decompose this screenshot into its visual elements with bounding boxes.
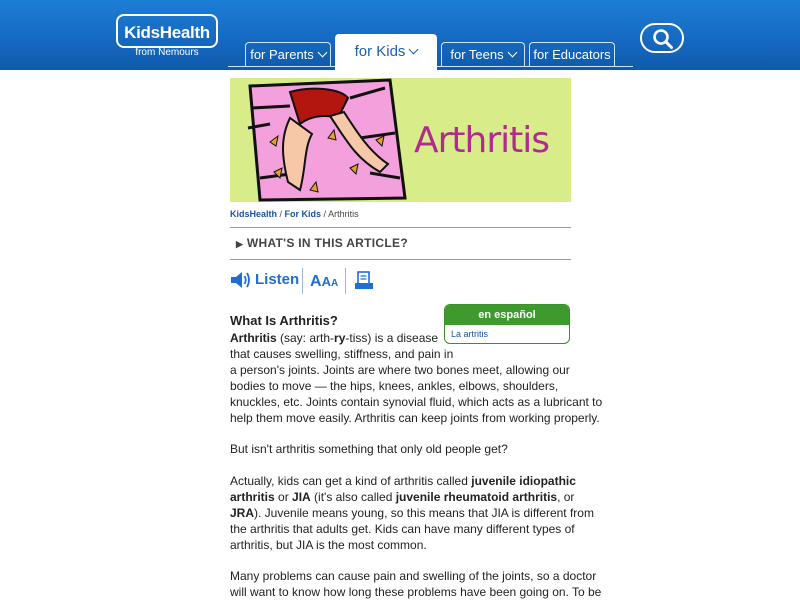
listen-label: Listen <box>255 271 300 288</box>
paragraph-line: Many problems can cause pain and swelling of the joints, so a doctor <box>230 569 597 583</box>
paragraph-line: JRA). Juvenile means young, so this means that JIA is different from <box>230 506 594 520</box>
paragraph-line: will want to know how long these problems have been going on. To be <box>230 585 602 599</box>
paragraph-line: But isn't arthritis something that only old people get? <box>230 442 508 456</box>
breadcrumb-for-kids[interactable]: For Kids <box>284 209 322 219</box>
tab-for-parents[interactable]: for Parents <box>245 42 331 66</box>
paragraph-line: Actually, kids can get a kind of arthritis called juvenile idiopathic <box>230 474 576 488</box>
breadcrumb-kidshealth[interactable]: KidsHealth <box>230 209 278 219</box>
triangle-right-icon: ▶ <box>236 239 244 249</box>
tool-separator <box>345 268 346 294</box>
kidshealth-logo[interactable]: KidsHealth <box>116 14 218 48</box>
chevron-down-icon <box>317 48 327 58</box>
text-size-button[interactable]: AAA <box>310 273 339 290</box>
chevron-down-icon <box>409 45 419 55</box>
divider <box>230 259 571 260</box>
search-icon <box>652 28 674 50</box>
tool-separator <box>302 268 303 294</box>
tab-for-teens[interactable]: for Teens <box>441 42 525 66</box>
spanish-box-title: en español <box>445 305 569 325</box>
tab-for-kids[interactable]: for Kids <box>335 34 437 70</box>
search-button[interactable] <box>640 23 684 53</box>
spanish-version-box <box>444 304 570 344</box>
paragraph-line: that causes swelling, stiffness, and pain in <box>230 347 454 361</box>
paragraph-line: help them move easily. Arthritis can keep joints from working properly. <box>230 411 600 425</box>
tab-for-educators[interactable]: for Educators <box>529 42 615 66</box>
chevron-down-icon <box>507 48 517 58</box>
whats-in-article-toggle[interactable]: ▶ WHAT'S IN THIS ARTICLE? <box>236 236 408 250</box>
spanish-article-link[interactable]: La artritis <box>451 329 489 339</box>
paragraph-line: knuckles, etc. Joints contain synovial fluid, which acts as a lubricant to <box>230 395 603 409</box>
speaker-icon <box>230 270 252 290</box>
breadcrumb-current: Arthritis <box>328 209 359 219</box>
paragraph-line: bodies to move — the hips, knees, ankles, elbows, shoulders, <box>230 379 559 393</box>
paragraph-line: arthritis, but JIA is the most common. <box>230 538 427 552</box>
logo-subtitle: from Nemours <box>135 47 199 58</box>
paragraph-line: Arthritis (say: arth-ry-tiss) is a disease <box>230 331 439 345</box>
divider <box>230 227 571 228</box>
print-button[interactable] <box>354 271 374 296</box>
paragraph-line: arthritis or JIA (it's also called juvenile rheumatoid arthritis, or <box>230 490 575 504</box>
paragraph-line: a person's joints. Joints are where two bones meet, allowing our <box>230 363 570 377</box>
print-icon <box>354 271 374 291</box>
section-heading: What Is Arthritis? <box>230 313 338 328</box>
breadcrumb: KidsHealth / For Kids / Arthritis <box>230 209 359 219</box>
banner-title: Arthritis <box>414 120 550 161</box>
paragraph-line: the arthritis that adults get. Kids can have many different types of <box>230 522 575 536</box>
